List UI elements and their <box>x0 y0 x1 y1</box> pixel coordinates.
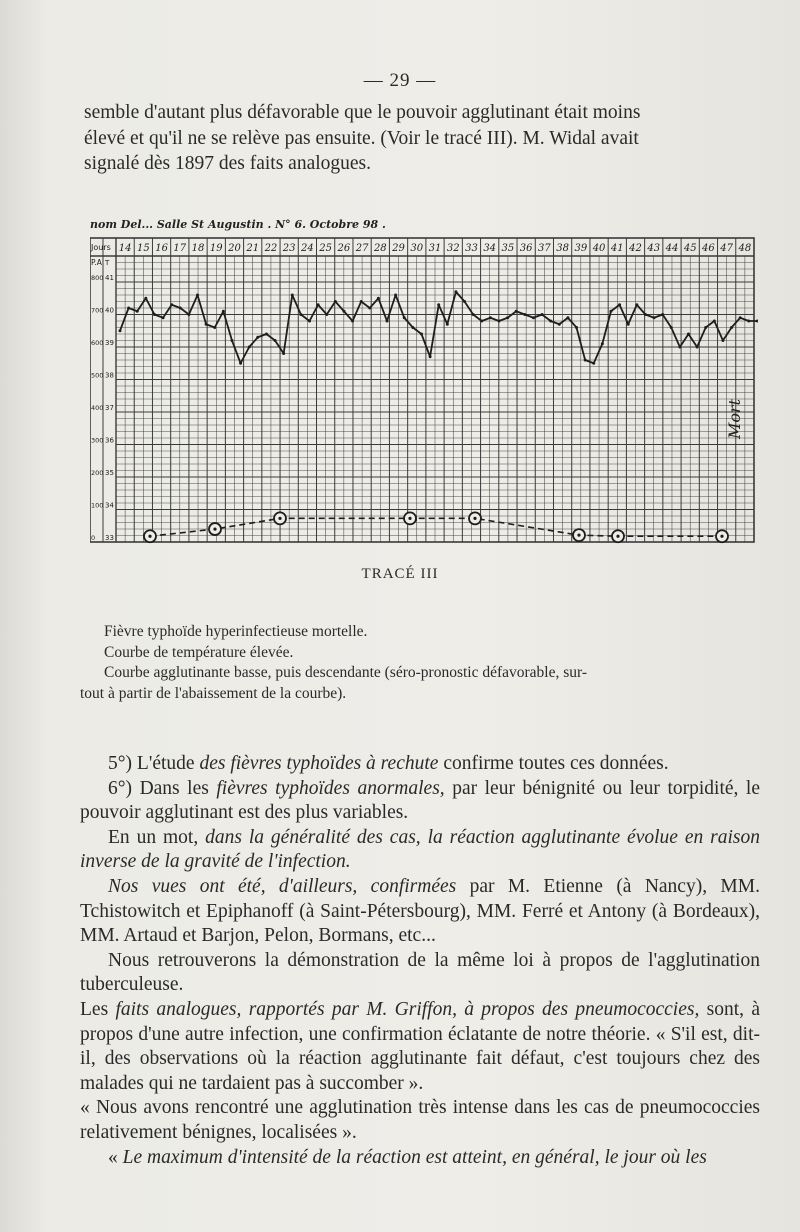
temperature-point <box>618 303 621 306</box>
pa-axis-label: 300 <box>91 436 104 445</box>
temperature-point <box>704 326 707 329</box>
temperature-point <box>601 342 604 345</box>
temperature-point <box>609 310 612 313</box>
temperature-point <box>429 355 432 358</box>
body-paragraph <box>80 1096 760 1145</box>
text-run: En un mot, <box>108 826 206 848</box>
day-label: 23 <box>282 243 296 254</box>
pa-axis-label: 200 <box>91 469 104 477</box>
t-axis-label: 36 <box>105 436 114 445</box>
temperature-point <box>386 320 389 323</box>
t-axis-label: 39 <box>105 339 114 347</box>
temperature-point <box>739 316 742 319</box>
temperature-point <box>661 313 664 316</box>
day-header-label: Jours <box>91 243 111 252</box>
t-axis-label: 41 <box>105 274 114 282</box>
day-label: 45 <box>683 243 697 254</box>
temperature-point <box>584 359 587 362</box>
temperature-point <box>627 323 630 326</box>
body-paragraph <box>80 949 760 998</box>
day-label: 29 <box>392 243 405 254</box>
temperature-point <box>437 303 440 306</box>
day-label: 41 <box>610 243 624 254</box>
t-axis-label: 34 <box>105 501 114 510</box>
temperature-point <box>282 352 285 355</box>
temperature-point <box>489 316 492 319</box>
temperature-point <box>368 307 371 310</box>
body-paragraph <box>80 998 760 1096</box>
agglutination-point-center <box>213 527 216 530</box>
text-run: sont, à propos d'une autre infection, une confirmation éclatante de notre théorie. « S'il est, dit-il, des observations où la réaction agglutinante fait défaut, c'est toujours chez des malades qui ne tardaient pas à succomber ». <box>80 998 760 1094</box>
page-number: — 29 — <box>363 70 437 91</box>
text-run: 6°) Dans les <box>108 777 217 799</box>
caption-line: Courbe agglutinante basse, puis descendante (séro-pronostic défavorable, sur- <box>104 664 588 681</box>
agglutination-point-center <box>473 517 476 520</box>
temperature-point <box>403 316 406 319</box>
temperature-point <box>730 326 733 329</box>
pa-axis-label: 0 <box>91 534 96 542</box>
t-axis-label: 35 <box>105 469 114 477</box>
temperature-point <box>446 323 449 326</box>
t-axis-label: 37 <box>105 404 114 412</box>
day-label: 33 <box>465 243 478 254</box>
italic-run: faits analogues, rapportés par M. Griffon, à propos des pneumococcies, <box>115 998 700 1020</box>
temperature-point <box>308 320 311 323</box>
agglutination-point-center <box>577 534 580 537</box>
temperature-point <box>558 323 561 326</box>
temperature-point <box>144 297 147 300</box>
day-label: 28 <box>373 243 387 254</box>
text-run: confirme toutes ces données. <box>438 753 669 774</box>
day-label: 16 <box>155 243 168 254</box>
temperature-point <box>162 316 165 319</box>
temperature-point <box>291 294 294 297</box>
caption-line: Courbe de température élevée. <box>104 643 294 661</box>
chart-handwritten-header: nom Del... Salle St Augustin . N° 6. Octobre 98 . <box>90 218 386 231</box>
day-label: 25 <box>319 243 332 254</box>
temperature-point <box>541 313 544 316</box>
intro-line: semble d'autant plus défavorable que le pouvoir agglutinant était moins <box>84 102 641 123</box>
agglutination-curve <box>150 518 722 536</box>
temperature-point <box>360 300 363 303</box>
temperature-point <box>205 323 208 326</box>
temperature-point <box>696 346 699 349</box>
day-label: 19 <box>209 243 223 254</box>
text-run: 5°) L'étude <box>108 753 200 774</box>
day-label: 43 <box>647 243 661 254</box>
day-label: 30 <box>410 243 424 254</box>
intro-line: signalé dès 1897 des faits analogues. <box>84 153 372 174</box>
temperature-point <box>351 320 354 323</box>
pa-axis-label: 700 <box>91 306 104 315</box>
text-run: « Nous avons rencontré une agglutination très intense dans les cas de pneumococcies relativement bénignes, localisées ». <box>80 1097 760 1143</box>
temperature-point <box>170 303 173 306</box>
temperature-point <box>394 294 397 297</box>
temperature-point <box>222 310 225 313</box>
temperature-point <box>119 329 122 332</box>
italic-run: des fièvres typhoïdes à rechute <box>199 753 439 774</box>
italic-run: Le maximum d'intensité de la réaction est atteint, en général, le jour où les <box>122 1146 707 1168</box>
day-label: 42 <box>629 243 642 254</box>
day-label: 36 <box>519 243 533 254</box>
temperature-point <box>532 316 535 319</box>
italic-run: fièvres typhoïdes anormales, <box>216 777 445 799</box>
text-run: par leur bénignité ou leur torpidité, le pouvoir agglutinant est des plus variables. <box>80 777 760 824</box>
temperature-point <box>515 310 518 313</box>
temperature-point <box>265 333 268 336</box>
temperature-point <box>713 320 716 323</box>
text-run: par M. Etienne (à Nancy), MM. Tchistowitch et Epiphanoff (à Saint-Pétersbourg), MM. Ferré et Antony (à Bordeaux), MM. Artaud et Barjon, Pelon, Bormans, etc... <box>80 875 760 947</box>
temperature-point <box>592 362 595 365</box>
temperature-point <box>239 362 242 365</box>
temperature-point <box>721 339 724 342</box>
temperature-point <box>256 336 259 339</box>
pa-axis-label: 800 <box>91 274 104 282</box>
chart-svg <box>90 234 758 550</box>
day-label: 21 <box>246 243 260 254</box>
temperature-chart <box>90 234 758 550</box>
temperature-point <box>230 339 233 342</box>
temperature-point <box>497 320 500 323</box>
pa-axis-label: 400 <box>91 404 104 412</box>
death-annotation: Mort <box>725 398 744 440</box>
caption-line: tout à partir de l'abaissement de la courbe). <box>80 684 347 702</box>
day-label: 35 <box>501 243 515 254</box>
figure-captions <box>80 622 758 704</box>
body-paragraph <box>80 826 760 875</box>
temperature-point <box>179 307 182 310</box>
day-label: 15 <box>136 243 150 254</box>
body-paragraph <box>80 875 760 949</box>
body-paragraph <box>80 1146 760 1171</box>
day-label: 46 <box>702 243 715 254</box>
day-label: 48 <box>738 243 752 254</box>
text-run: « <box>108 1146 123 1168</box>
day-label: 44 <box>665 243 679 254</box>
day-label: 27 <box>355 243 369 254</box>
day-label: 32 <box>446 243 460 254</box>
agglutination-point-center <box>408 517 411 520</box>
temperature-point <box>566 316 569 319</box>
temperature-point <box>653 316 656 319</box>
temperature-point <box>325 313 328 316</box>
day-label: 20 <box>228 243 241 254</box>
intro-paragraph <box>84 100 760 177</box>
temperature-point <box>523 313 526 316</box>
day-label: 17 <box>173 243 187 254</box>
body-paragraph <box>80 752 760 777</box>
temperature-point <box>248 346 251 349</box>
temperature-point <box>317 303 320 306</box>
figure-title: TRACÉ III <box>361 566 439 582</box>
text-run: Nous retrouverons la démonstration de la même loi à propos de l'agglutination tuberculeuse. <box>80 949 760 996</box>
temperature-point <box>334 300 337 303</box>
temperature-point <box>420 333 423 336</box>
t-axis-label: 33 <box>105 534 114 542</box>
temperature-point <box>136 310 139 313</box>
temperature-point <box>687 333 690 336</box>
temperature-point <box>575 326 578 329</box>
italic-run: dans la généralité des cas, la réaction agglutinante évolue en raison inverse de la gravité de l'infection. <box>80 826 760 873</box>
temperature-point <box>342 310 345 313</box>
temperature-point <box>506 316 509 319</box>
temperature-point <box>463 300 466 303</box>
temperature-point <box>454 290 457 293</box>
day-label: 38 <box>556 243 569 254</box>
temperature-point <box>756 320 758 323</box>
agglutination-point-center <box>148 535 151 538</box>
temperature-point <box>472 313 475 316</box>
body-text <box>80 752 760 1170</box>
agglutination-point-center <box>278 517 281 520</box>
temperature-point <box>127 307 130 310</box>
day-label: 37 <box>538 243 551 254</box>
temperature-point <box>411 326 414 329</box>
temperature-point <box>274 339 277 342</box>
day-label: 39 <box>574 243 588 254</box>
pa-axis-label: 600 <box>91 339 104 347</box>
temperature-point <box>549 320 552 323</box>
pa-axis-label: 500 <box>91 371 104 380</box>
temperature-point <box>670 326 673 329</box>
agglutination-point-center <box>616 535 619 538</box>
temperature-point <box>635 303 638 306</box>
temperature-point <box>480 320 483 323</box>
pa-axis-label: 100 <box>91 501 104 510</box>
temperature-point <box>377 297 380 300</box>
intro-line: élevé et qu'il ne se relève pas ensuite. (Voir le tracé III). M. Widal avait <box>84 127 639 149</box>
temperature-point <box>213 326 216 329</box>
temperature-point <box>747 320 750 323</box>
pa-axis-label: P.A <box>91 258 102 267</box>
day-label: 47 <box>720 243 734 254</box>
day-label: 22 <box>264 243 278 254</box>
italic-run: Nos vues ont été, d'ailleurs, confirmées <box>108 875 457 897</box>
day-label: 18 <box>191 243 205 254</box>
caption-line: Fièvre typhoïde hyperinfectieuse mortelle. <box>104 623 368 640</box>
agglutination-point-center <box>720 535 723 538</box>
temperature-point <box>678 346 681 349</box>
day-label: 14 <box>118 243 132 254</box>
temperature-point <box>187 313 190 316</box>
day-label: 31 <box>428 243 442 254</box>
t-axis-label: T <box>105 259 110 267</box>
temperature-point <box>153 313 156 316</box>
text-run: Les <box>80 998 116 1020</box>
temperature-point <box>299 313 302 316</box>
t-axis-label: 40 <box>105 306 114 315</box>
day-label: 26 <box>337 243 351 254</box>
t-axis-label: 38 <box>105 371 114 380</box>
body-paragraph <box>80 777 760 826</box>
temperature-point <box>196 294 199 297</box>
day-label: 24 <box>301 243 314 254</box>
day-label: 40 <box>592 243 606 254</box>
temperature-point <box>644 313 647 316</box>
day-label: 34 <box>483 243 497 254</box>
